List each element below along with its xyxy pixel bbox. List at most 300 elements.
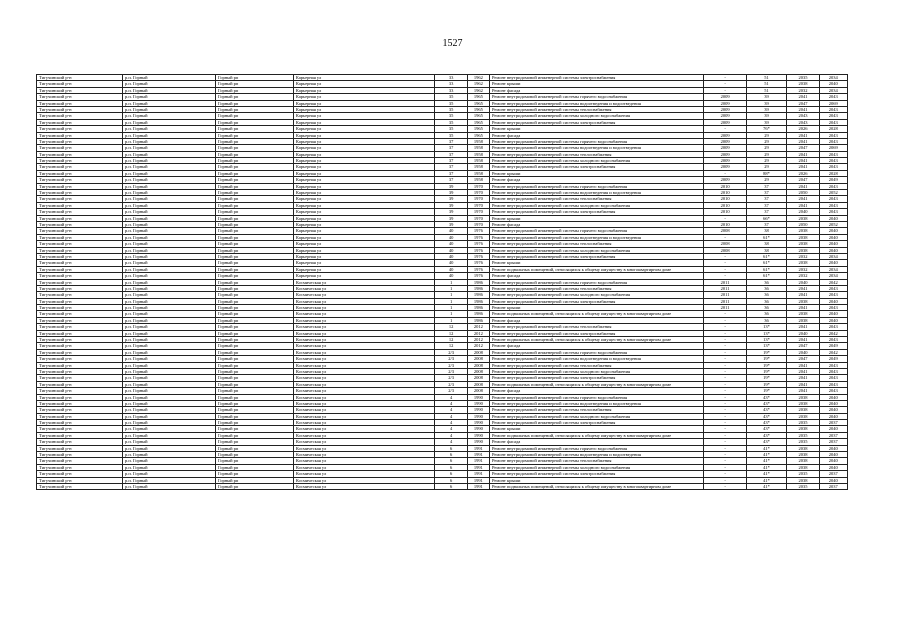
- settlement-cell: р.п. Горный: [122, 330, 215, 336]
- work-type-cell: Ремонт внутридомовой инженерной системы электроснабжения: [489, 375, 703, 381]
- year-built-cell: 1970: [467, 202, 489, 208]
- work-type-cell: Ремонт крыши: [489, 260, 703, 266]
- street-cell: Космическая ул: [293, 343, 435, 349]
- last-repair-cell: -: [704, 273, 746, 279]
- last-repair-cell: 2009: [704, 177, 746, 183]
- plan-start-cell: 2041: [787, 305, 819, 311]
- locality-cell: Горный рп: [215, 266, 293, 272]
- settlement-cell: р.п. Горный: [122, 87, 215, 93]
- district-cell: Тигучинский р-н: [37, 202, 123, 208]
- district-cell: Тигучинский р-н: [37, 132, 123, 138]
- house-cell: 39: [435, 215, 467, 221]
- wear-cell: 51: [746, 75, 786, 81]
- street-cell: Карьерная ул: [293, 138, 435, 144]
- last-repair-cell: 2009: [704, 132, 746, 138]
- page-number: 1527: [442, 38, 463, 49]
- plan-start-cell: 2038: [787, 317, 819, 323]
- street-cell: Космическая ул: [293, 452, 435, 458]
- settlement-cell: р.п. Горный: [122, 260, 215, 266]
- street-cell: Карьерная ул: [293, 158, 435, 164]
- settlement-cell: р.п. Горный: [122, 132, 215, 138]
- wear-cell: 61*: [746, 260, 786, 266]
- settlement-cell: р.п. Горный: [122, 394, 215, 400]
- district-cell: Тигучинский р-н: [37, 126, 123, 132]
- work-type-cell: Ремонт внутридомовой инженерной системы водоотведения и водоотведения: [489, 452, 703, 458]
- last-repair-cell: 2010: [704, 209, 746, 215]
- street-cell: Космическая ул: [293, 445, 435, 451]
- plan-start-cell: 2041: [787, 158, 819, 164]
- wear-cell: 19*: [746, 362, 786, 368]
- district-cell: Тигучинский р-н: [37, 432, 123, 438]
- work-type-cell: Ремонт внутридомовой инженерной системы теплоснабжения: [489, 151, 703, 157]
- year-built-cell: 1970: [467, 221, 489, 227]
- plan-end-cell: 2069: [819, 100, 847, 106]
- locality-cell: Горный рп: [215, 209, 293, 215]
- house-cell: 37: [435, 151, 467, 157]
- plan-end-cell: 2040: [819, 228, 847, 234]
- last-repair-cell: 2009: [704, 145, 746, 151]
- last-repair-cell: -: [704, 343, 746, 349]
- year-built-cell: 1962: [467, 75, 489, 81]
- year-built-cell: 1962: [467, 81, 489, 87]
- district-cell: Тигучинский р-н: [37, 164, 123, 170]
- work-type-cell: Ремонт внутридомовой инженерной системы теплоснабжения: [489, 458, 703, 464]
- plan-start-cell: 2050: [787, 190, 819, 196]
- plan-end-cell: 2043: [819, 158, 847, 164]
- plan-end-cell: 2043: [819, 375, 847, 381]
- last-repair-cell: -: [704, 81, 746, 87]
- street-cell: Карьерная ул: [293, 273, 435, 279]
- last-repair-cell: 2009: [704, 158, 746, 164]
- year-built-cell: 1970: [467, 209, 489, 215]
- year-built-cell: 1991: [467, 458, 489, 464]
- locality-cell: Горный рп: [215, 132, 293, 138]
- wear-cell: 13*: [746, 324, 786, 330]
- plan-end-cell: 2040: [819, 458, 847, 464]
- plan-start-cell: 2035: [787, 484, 819, 490]
- locality-cell: Горный рп: [215, 432, 293, 438]
- plan-end-cell: 2043: [819, 362, 847, 368]
- last-repair-cell: 2008: [704, 228, 746, 234]
- settlement-cell: р.п. Горный: [122, 420, 215, 426]
- wear-cell: 37: [746, 196, 786, 202]
- year-built-cell: 1962: [467, 87, 489, 93]
- street-cell: Карьерная ул: [293, 190, 435, 196]
- last-repair-cell: -: [704, 324, 746, 330]
- plan-end-cell: 2040: [819, 241, 847, 247]
- street-cell: Космическая ул: [293, 400, 435, 406]
- plan-start-cell: 2041: [787, 388, 819, 394]
- wear-cell: 43*: [746, 432, 786, 438]
- district-cell: Тигучинский р-н: [37, 113, 123, 119]
- year-built-cell: 1990: [467, 432, 489, 438]
- house-cell: 40: [435, 228, 467, 234]
- street-cell: Космическая ул: [293, 413, 435, 419]
- wear-cell: 29: [746, 145, 786, 151]
- locality-cell: Горный рп: [215, 202, 293, 208]
- work-type-cell: Ремонт фасада: [489, 388, 703, 394]
- year-built-cell: 1990: [467, 407, 489, 413]
- wear-cell: 51: [746, 87, 786, 93]
- house-cell: 35: [435, 132, 467, 138]
- wear-cell: 41*: [746, 484, 786, 490]
- district-cell: Тигучинский р-н: [37, 298, 123, 304]
- work-type-cell: Ремонт внутридомовой инженерной системы электроснабжения: [489, 209, 703, 215]
- last-repair-cell: 2008: [704, 247, 746, 253]
- work-type-cell: Ремонт внутридомовой инженерной системы холодного водоснабжения: [489, 464, 703, 470]
- district-cell: Тигучинский р-н: [37, 228, 123, 234]
- street-cell: Карьерная ул: [293, 177, 435, 183]
- house-cell: 40: [435, 266, 467, 272]
- plan-end-cell: 2040: [819, 477, 847, 483]
- wear-cell: 61*: [746, 266, 786, 272]
- street-cell: Космическая ул: [293, 337, 435, 343]
- wear-cell: 36: [746, 305, 786, 311]
- locality-cell: Горный рп: [215, 356, 293, 362]
- wear-cell: 61*: [746, 253, 786, 259]
- year-built-cell: 1958: [467, 170, 489, 176]
- plan-end-cell: 2040: [819, 311, 847, 317]
- house-cell: 35: [435, 113, 467, 119]
- last-repair-cell: 2009: [704, 106, 746, 112]
- settlement-cell: р.п. Горный: [122, 400, 215, 406]
- house-cell: 6: [435, 477, 467, 483]
- house-cell: 4: [435, 420, 467, 426]
- plan-start-cell: 2038: [787, 394, 819, 400]
- settlement-cell: р.п. Горный: [122, 266, 215, 272]
- plan-end-cell: 2049: [819, 356, 847, 362]
- plan-end-cell: 2040: [819, 394, 847, 400]
- house-cell: 12: [435, 343, 467, 349]
- house-cell: 40: [435, 241, 467, 247]
- last-repair-cell: -: [704, 388, 746, 394]
- wear-cell: 36: [746, 285, 786, 291]
- plan-start-cell: 2041: [787, 381, 819, 387]
- year-built-cell: 1990: [467, 426, 489, 432]
- district-cell: Тигучинский р-н: [37, 183, 123, 189]
- locality-cell: Горный рп: [215, 343, 293, 349]
- locality-cell: Горный рп: [215, 458, 293, 464]
- plan-start-cell: 2041: [787, 337, 819, 343]
- wear-cell: 41*: [746, 458, 786, 464]
- plan-end-cell: 2040: [819, 317, 847, 323]
- house-cell: 37: [435, 164, 467, 170]
- street-cell: Карьерная ул: [293, 209, 435, 215]
- house-cell: 2/3: [435, 356, 467, 362]
- district-cell: Тигучинский р-н: [37, 106, 123, 112]
- last-repair-cell: 2009: [704, 164, 746, 170]
- district-cell: Тигучинский р-н: [37, 292, 123, 298]
- street-cell: Карьерная ул: [293, 75, 435, 81]
- settlement-cell: р.п. Горный: [122, 113, 215, 119]
- locality-cell: Горный рп: [215, 279, 293, 285]
- locality-cell: Горный рп: [215, 273, 293, 279]
- district-cell: Тигучинский р-н: [37, 87, 123, 93]
- street-cell: Космическая ул: [293, 317, 435, 323]
- plan-start-cell: 2040: [787, 330, 819, 336]
- last-repair-cell: -: [704, 458, 746, 464]
- street-cell: Карьерная ул: [293, 119, 435, 125]
- last-repair-cell: -: [704, 471, 746, 477]
- locality-cell: Горный рп: [215, 145, 293, 151]
- last-repair-cell: 2009: [704, 113, 746, 119]
- locality-cell: Горный рп: [215, 375, 293, 381]
- locality-cell: Горный рп: [215, 305, 293, 311]
- street-cell: Космическая ул: [293, 381, 435, 387]
- work-type-cell: Ремонт внутридомовой инженерной системы холодного водоснабжения: [489, 158, 703, 164]
- house-cell: 2/3: [435, 362, 467, 368]
- street-cell: Карьерная ул: [293, 81, 435, 87]
- district-cell: Тигучинский р-н: [37, 368, 123, 374]
- settlement-cell: р.п. Горный: [122, 375, 215, 381]
- work-type-cell: Ремонт подвальных помещений, относящихся к общему имуществу в многоквартирном доме: [489, 432, 703, 438]
- wear-cell: 39: [746, 113, 786, 119]
- locality-cell: Горный рп: [215, 445, 293, 451]
- settlement-cell: р.п. Горный: [122, 253, 215, 259]
- plan-start-cell: 2043: [787, 113, 819, 119]
- settlement-cell: р.п. Горный: [122, 426, 215, 432]
- street-cell: Космическая ул: [293, 285, 435, 291]
- work-type-cell: Ремонт внутридомовой инженерной системы холодного водоснабжения: [489, 113, 703, 119]
- wear-cell: 19*: [746, 349, 786, 355]
- settlement-cell: р.п. Горный: [122, 458, 215, 464]
- work-type-cell: Ремонт внутридомовой инженерной системы горячего водоснабжения: [489, 138, 703, 144]
- house-cell: 6: [435, 484, 467, 490]
- plan-end-cell: 2040: [819, 260, 847, 266]
- work-type-cell: Ремонт подвальных помещений, относящихся к общему имуществу в многоквартирном доме: [489, 484, 703, 490]
- plan-end-cell: 2040: [819, 413, 847, 419]
- plan-start-cell: 2038: [787, 247, 819, 253]
- district-cell: Тигучинский р-н: [37, 151, 123, 157]
- work-type-cell: Ремонт фасада: [489, 343, 703, 349]
- locality-cell: Горный рп: [215, 113, 293, 119]
- district-cell: Тигучинский р-н: [37, 273, 123, 279]
- district-cell: Тигучинский р-н: [37, 81, 123, 87]
- plan-start-cell: 2041: [787, 183, 819, 189]
- street-cell: Космическая ул: [293, 330, 435, 336]
- locality-cell: Горный рп: [215, 452, 293, 458]
- work-type-cell: Ремонт внутридомовой инженерной системы водоотведения и водоотведения: [489, 356, 703, 362]
- work-type-cell: Ремонт внутридомовой инженерной системы теплоснабжения: [489, 241, 703, 247]
- house-cell: 37: [435, 158, 467, 164]
- plan-end-cell: 2052: [819, 221, 847, 227]
- year-built-cell: 2008: [467, 388, 489, 394]
- street-cell: Космическая ул: [293, 311, 435, 317]
- house-cell: 35: [435, 94, 467, 100]
- last-repair-cell: 2009: [704, 119, 746, 125]
- year-built-cell: 2012: [467, 337, 489, 343]
- district-cell: Тигучинский р-н: [37, 138, 123, 144]
- last-repair-cell: -: [704, 426, 746, 432]
- wear-cell: 29: [746, 158, 786, 164]
- wear-cell: 76*: [746, 126, 786, 132]
- work-type-cell: Ремонт внутридомовой инженерной системы водоотведения и водоотведения: [489, 145, 703, 151]
- wear-cell: 19*: [746, 368, 786, 374]
- house-cell: 4: [435, 432, 467, 438]
- house-cell: 35: [435, 100, 467, 106]
- repair-schedule-table: [36, 74, 848, 490]
- year-built-cell: 2008: [467, 349, 489, 355]
- plan-start-cell: 2040: [787, 349, 819, 355]
- last-repair-cell: 2011: [704, 298, 746, 304]
- last-repair-cell: -: [704, 375, 746, 381]
- settlement-cell: р.п. Горный: [122, 183, 215, 189]
- plan-end-cell: 2043: [819, 113, 847, 119]
- district-cell: Тигучинский р-н: [37, 234, 123, 240]
- last-repair-cell: 2011: [704, 285, 746, 291]
- last-repair-cell: -: [704, 126, 746, 132]
- year-built-cell: 1976: [467, 260, 489, 266]
- settlement-cell: р.п. Горный: [122, 317, 215, 323]
- house-cell: 2/3: [435, 349, 467, 355]
- year-built-cell: 1970: [467, 183, 489, 189]
- street-cell: Космическая ул: [293, 362, 435, 368]
- year-built-cell: 2012: [467, 343, 489, 349]
- wear-cell: 39: [746, 100, 786, 106]
- wear-cell: 41*: [746, 464, 786, 470]
- house-cell: 40: [435, 273, 467, 279]
- plan-end-cell: 2043: [819, 106, 847, 112]
- plan-start-cell: 2043: [787, 119, 819, 125]
- year-built-cell: 1976: [467, 241, 489, 247]
- work-type-cell: Ремонт фасада: [489, 87, 703, 93]
- house-cell: 39: [435, 209, 467, 215]
- locality-cell: Горный рп: [215, 81, 293, 87]
- district-cell: Тигучинский р-н: [37, 247, 123, 253]
- plan-start-cell: 2035: [787, 75, 819, 81]
- plan-end-cell: 2043: [819, 285, 847, 291]
- last-repair-cell: -: [704, 234, 746, 240]
- house-cell: 1: [435, 317, 467, 323]
- settlement-cell: р.п. Горный: [122, 368, 215, 374]
- house-cell: 37: [435, 138, 467, 144]
- plan-end-cell: 2043: [819, 337, 847, 343]
- year-built-cell: 1991: [467, 477, 489, 483]
- wear-cell: 43*: [746, 400, 786, 406]
- settlement-cell: р.п. Горный: [122, 145, 215, 151]
- plan-end-cell: 2034: [819, 253, 847, 259]
- wear-cell: 41*: [746, 471, 786, 477]
- plan-end-cell: 2028: [819, 126, 847, 132]
- district-cell: Тигучинский р-н: [37, 413, 123, 419]
- house-cell: 33: [435, 87, 467, 93]
- settlement-cell: р.п. Горный: [122, 158, 215, 164]
- plan-start-cell: 2038: [787, 311, 819, 317]
- work-type-cell: Ремонт внутридомовой инженерной системы электроснабжения: [489, 420, 703, 426]
- locality-cell: Горный рп: [215, 285, 293, 291]
- locality-cell: Горный рп: [215, 260, 293, 266]
- year-built-cell: 2008: [467, 356, 489, 362]
- house-cell: 2/3: [435, 388, 467, 394]
- wear-cell: 43*: [746, 394, 786, 400]
- year-built-cell: 1976: [467, 253, 489, 259]
- last-repair-cell: 2011: [704, 292, 746, 298]
- plan-end-cell: 2040: [819, 464, 847, 470]
- plan-start-cell: 2041: [787, 285, 819, 291]
- house-cell: 39: [435, 221, 467, 227]
- wear-cell: 66*: [746, 215, 786, 221]
- plan-end-cell: 2049: [819, 343, 847, 349]
- work-type-cell: Ремонт внутридомовой инженерной системы теплоснабжения: [489, 324, 703, 330]
- wear-cell: 19*: [746, 356, 786, 362]
- settlement-cell: р.п. Горный: [122, 484, 215, 490]
- plan-start-cell: 2038: [787, 452, 819, 458]
- house-cell: 12: [435, 324, 467, 330]
- house-cell: 40: [435, 234, 467, 240]
- district-cell: Тигучинский р-н: [37, 381, 123, 387]
- plan-end-cell: 2037: [819, 471, 847, 477]
- year-built-cell: 1986: [467, 285, 489, 291]
- year-built-cell: 1991: [467, 445, 489, 451]
- street-cell: Космическая ул: [293, 439, 435, 445]
- district-cell: Тигучинский р-н: [37, 458, 123, 464]
- plan-start-cell: 2041: [787, 375, 819, 381]
- year-built-cell: 1958: [467, 138, 489, 144]
- wear-cell: 43*: [746, 413, 786, 419]
- work-type-cell: Ремонт внутридомовой инженерной системы холодного водоснабжения: [489, 368, 703, 374]
- last-repair-cell: -: [704, 362, 746, 368]
- work-type-cell: Ремонт внутридомовой инженерной системы холодного водоснабжения: [489, 202, 703, 208]
- last-repair-cell: -: [704, 400, 746, 406]
- last-repair-cell: -: [704, 215, 746, 221]
- year-built-cell: 1970: [467, 190, 489, 196]
- district-cell: Тигучинский р-н: [37, 400, 123, 406]
- locality-cell: Горный рп: [215, 228, 293, 234]
- plan-end-cell: 2037: [819, 432, 847, 438]
- settlement-cell: р.п. Горный: [122, 388, 215, 394]
- work-type-cell: Ремонт крыши: [489, 305, 703, 311]
- wear-cell: 43*: [746, 439, 786, 445]
- street-cell: Карьерная ул: [293, 132, 435, 138]
- street-cell: Карьерная ул: [293, 221, 435, 227]
- street-cell: Карьерная ул: [293, 253, 435, 259]
- work-type-cell: Ремонт внутридомовой инженерной системы электроснабжения: [489, 164, 703, 170]
- wear-cell: 61*: [746, 234, 786, 240]
- work-type-cell: Ремонт подвальных помещений, относящихся к общему имуществу в многоквартирном доме: [489, 381, 703, 387]
- plan-start-cell: 2038: [787, 215, 819, 221]
- street-cell: Космическая ул: [293, 484, 435, 490]
- street-cell: Космическая ул: [293, 388, 435, 394]
- last-repair-cell: -: [704, 413, 746, 419]
- last-repair-cell: 2009: [704, 151, 746, 157]
- street-cell: Карьерная ул: [293, 100, 435, 106]
- house-cell: 6: [435, 445, 467, 451]
- locality-cell: Горный рп: [215, 190, 293, 196]
- street-cell: Космическая ул: [293, 464, 435, 470]
- plan-end-cell: 2040: [819, 234, 847, 240]
- last-repair-cell: -: [704, 311, 746, 317]
- locality-cell: Горный рп: [215, 368, 293, 374]
- settlement-cell: р.п. Горный: [122, 298, 215, 304]
- district-cell: Тигучинский р-н: [37, 356, 123, 362]
- last-repair-cell: -: [704, 368, 746, 374]
- plan-end-cell: 2043: [819, 381, 847, 387]
- plan-end-cell: 2040: [819, 298, 847, 304]
- work-type-cell: Ремонт внутридомовой инженерной системы электроснабжения: [489, 253, 703, 259]
- settlement-cell: р.п. Горный: [122, 81, 215, 87]
- settlement-cell: р.п. Горный: [122, 202, 215, 208]
- locality-cell: Горный рп: [215, 330, 293, 336]
- district-cell: Тигучинский р-н: [37, 190, 123, 196]
- house-cell: 4: [435, 407, 467, 413]
- year-built-cell: 1991: [467, 452, 489, 458]
- locality-cell: Горный рп: [215, 324, 293, 330]
- year-built-cell: 1965: [467, 113, 489, 119]
- plan-start-cell: 2047: [787, 177, 819, 183]
- wear-cell: 39: [746, 106, 786, 112]
- wear-cell: 29: [746, 138, 786, 144]
- district-cell: Тигучинский р-н: [37, 100, 123, 106]
